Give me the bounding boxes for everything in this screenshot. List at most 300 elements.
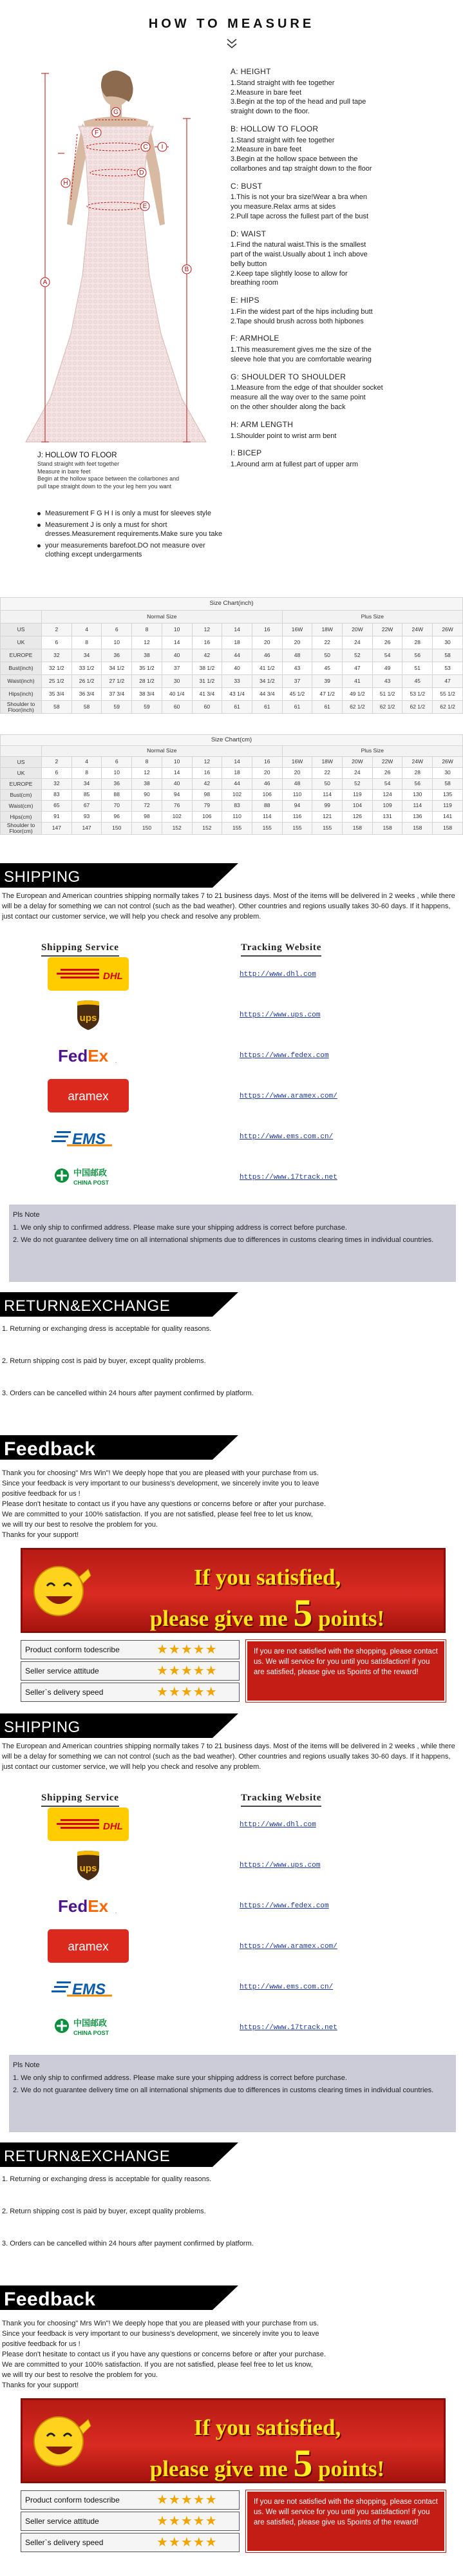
table-cell: 53 1/2: [402, 688, 433, 701]
table-cell: 46: [252, 779, 282, 790]
table-cell: 152: [162, 823, 192, 835]
rating-row: [21, 1683, 240, 1702]
section-title: Feedback: [4, 1438, 96, 1460]
row-header: EUROPE: [1, 649, 42, 662]
instruction-line: you measure.Relax arms at sides: [231, 203, 336, 211]
banner-line2a: please give me: [149, 2456, 294, 2482]
table-cell: 43: [282, 662, 312, 675]
rating-stars-icon: ★★★★★: [156, 1664, 218, 1678]
table-cell: 98: [192, 790, 222, 801]
carrier-logo-text: ups: [79, 1863, 97, 1874]
tracking-link[interactable]: https://www.fedex.com: [240, 1052, 329, 1060]
rating-stars-icon: ★★★★★: [156, 1643, 218, 1657]
carrier-logo-text: aramex: [68, 1940, 109, 1954]
hollow-caption-line: pull tape straight down to the your leg hem you want: [37, 483, 172, 490]
instruction-line: 2.Tape should brush across both hipbones: [231, 317, 364, 325]
table-row: [1, 823, 463, 835]
table-cell: 47: [343, 662, 373, 675]
instruction-heading: B: HOLLOW TO FLOOR: [231, 124, 319, 133]
table-cell: 83: [42, 790, 72, 801]
table-cell: 6: [42, 636, 72, 649]
row-header: EUROPE: [1, 779, 42, 790]
table-cell: 44 3/4: [252, 688, 282, 701]
section-header-shipping: [0, 863, 463, 888]
feedback-line: Since your feedback is very important to our business's development, we sincerely invite you to leave: [2, 1480, 319, 1487]
instruction-block: [231, 334, 456, 364]
table-cell: 58: [433, 779, 463, 790]
table-cell: 32 1/2: [42, 662, 72, 675]
feedback-line: Please don't hesitate to contact us if you have any questions or concerns before or after your purchase.: [2, 2351, 326, 2358]
table-cell: 36: [102, 779, 132, 790]
table-cell: 152: [192, 823, 222, 835]
row-header: US: [1, 757, 42, 768]
banner-five: 5: [293, 1592, 313, 1633]
banner-line2: [93, 1590, 441, 1633]
instruction-heading: I: BICEP: [231, 448, 262, 458]
table-cell: 28 1/2: [132, 675, 162, 688]
size-chart-cm: [0, 734, 463, 835]
table-cell: 16W: [282, 624, 312, 636]
table-cell: 40: [162, 779, 192, 790]
table-cell: 94: [162, 790, 192, 801]
table-cell: 32: [42, 649, 72, 662]
table-cell: 85: [71, 790, 102, 801]
table-cell: 119: [433, 801, 463, 812]
rating-row: [21, 1640, 240, 1659]
rating-panel: [21, 1640, 446, 1702]
rating-label: Seller`s delivery speed: [25, 1688, 104, 1697]
tracking-link[interactable]: http://www.dhl.com: [240, 971, 316, 978]
table-cell: 70: [102, 801, 132, 812]
instruction-line: 1.Stand straight with fee together: [231, 136, 335, 144]
tracking-link[interactable]: https://www.fedex.com: [240, 1902, 329, 1910]
table-cell: 147: [42, 823, 72, 835]
table-cell: 56: [402, 649, 433, 662]
table-cell: 114: [402, 801, 433, 812]
table-cell: 12: [192, 624, 222, 636]
instruction-line: collarbones and tap straight down to the floor: [231, 164, 372, 173]
table-cell: 26 1/2: [71, 675, 102, 688]
table-cell: 155: [282, 823, 312, 835]
table-cell: 34 1/2: [102, 662, 132, 675]
table-cell: 42: [192, 649, 222, 662]
table-cell: 62 1/2: [402, 701, 433, 714]
row-header: Shoulder to Floor(inch): [1, 701, 42, 714]
instruction-line: 3.Begin at the hollow space between the: [231, 155, 358, 164]
feedback-line: Since your feedback is very important to our business's development, we sincerely invite you to leave: [2, 2330, 319, 2338]
col-header-service: Shipping Service: [41, 942, 119, 957]
table-cell: 41 3/4: [192, 688, 222, 701]
figure-label-c: C: [143, 144, 148, 151]
table-cell: 45: [312, 662, 343, 675]
table-cell: 110: [222, 812, 252, 823]
tracking-link[interactable]: https://www.17track.net: [240, 2024, 337, 2032]
feedback-line: Thanks for your support!: [2, 2381, 79, 2389]
section-header-feedback: [0, 1435, 463, 1460]
row-header: UK: [1, 768, 42, 779]
instruction-heading: G: SHOULDER TO SHOULDER: [231, 372, 346, 381]
figure-label-e: E: [142, 203, 147, 210]
table-cell: 33: [222, 675, 252, 688]
svg-text:.: .: [115, 1909, 117, 1914]
row-header: US: [1, 624, 42, 636]
figure-label-a: A: [43, 279, 48, 286]
table-row: [1, 675, 463, 688]
tracking-link[interactable]: https://www.ups.com: [240, 1011, 321, 1019]
carrier-logo-text: DHL: [103, 971, 123, 982]
table-cell: 6: [42, 768, 72, 779]
table-cell: 8: [132, 624, 162, 636]
instruction-line: belly button: [231, 260, 267, 268]
section-header-returns: [0, 2142, 463, 2167]
note-line: 1. We only ship to confirmed address. Please make sure your shipping address is correct before purchase.: [13, 2074, 347, 2082]
table-cell: 16: [192, 636, 222, 649]
table-cell: 12: [132, 768, 162, 779]
table-row: [1, 701, 463, 714]
instruction-line: straight down to the floor.: [231, 108, 310, 116]
table-cell: 102: [222, 790, 252, 801]
table-cell: 16: [192, 768, 222, 779]
table-cell: 8: [71, 768, 102, 779]
feedback-banner: [21, 2398, 446, 2483]
tracking-link[interactable]: https://www.aramex.com/: [240, 1943, 337, 1951]
table-cell: 58: [71, 701, 102, 714]
table-cell: 42: [192, 779, 222, 790]
table-cell: 26W: [433, 757, 463, 768]
tracking-link[interactable]: http://www.ems.com.cn/: [240, 1133, 334, 1141]
table-cell: 158: [343, 823, 373, 835]
table-cell: 14: [162, 768, 192, 779]
table-row: [1, 768, 463, 779]
instruction-block: [231, 420, 456, 441]
table-row: [1, 688, 463, 701]
table-cell: 8: [71, 636, 102, 649]
instruction-block: [231, 67, 456, 117]
table-cell: 155: [252, 823, 282, 835]
table-cell: 41: [343, 675, 373, 688]
carrier-logo-ems: [48, 1970, 129, 2003]
shipping-description: The European and American countries shipping normally takes 7 to 21 business days. Most of the items will be delivered in 2 weeks , while there will be a delay for something we can not control (such as the bad weather). Other countries and regions usually takes 30-60 days. If it happens, just contact our customer service, we will help you check and resolve any problem.: [2, 1742, 455, 1771]
table-cell: 54: [372, 649, 402, 662]
size-chart-caption: Size Chart(cm): [1, 735, 463, 746]
feedback-banner: [21, 1548, 446, 1633]
table-row: [1, 812, 463, 823]
table-cell: 43 1/4: [222, 688, 252, 701]
table-cell: 56: [402, 779, 433, 790]
table-cell: 116: [282, 812, 312, 823]
table-cell: 8: [132, 757, 162, 768]
note-line: 2. We do not guarantee delivery time on all international shipments due to differences in customs clearing times in individual countries.: [13, 2086, 434, 2094]
table-cell: 28: [402, 636, 433, 649]
table-row: [1, 790, 463, 801]
table-cell: 12: [132, 636, 162, 649]
rating-label: Product conform todescribe: [25, 1645, 120, 1654]
table-cell: 18W: [312, 624, 343, 636]
table-cell: 126: [343, 812, 373, 823]
col-header-service: Shipping Service: [41, 1792, 119, 1807]
table-cell: 18: [222, 768, 252, 779]
return-item: 2. Return shipping cost is paid by buyer, except quality problems.: [2, 2208, 206, 2215]
table-row: [1, 662, 463, 675]
carrier-logo-ups: [48, 998, 129, 1031]
table-cell: 46: [252, 649, 282, 662]
instruction-line: 2.Pull tape across the fullest part of the bust: [231, 212, 369, 220]
banner-line1: If you satisfied,: [193, 2415, 341, 2440]
row-header: Waist(cm): [1, 801, 42, 812]
instruction-block: [231, 448, 456, 470]
table-cell: 25 1/2: [42, 675, 72, 688]
instruction-line: sleeve hole that you are comfortable wearing: [231, 355, 372, 363]
table-cell: 90: [132, 790, 162, 801]
section-title: Feedback: [4, 2289, 96, 2310]
instruction-line: 2.Measure in bare feet: [231, 88, 302, 97]
table-cell: 34 1/2: [252, 675, 282, 688]
table-cell: 62 1/2: [433, 701, 463, 714]
instruction-line: measure all the way over to the same point: [231, 394, 366, 402]
table-cell: 24W: [402, 757, 433, 768]
carrier-logo-text: aramex: [68, 1090, 109, 1103]
table-cell: 62 1/2: [343, 701, 373, 714]
smiley-icon: [28, 1558, 92, 1625]
table-cell: 114: [252, 812, 282, 823]
table-cell: 20: [282, 768, 312, 779]
instruction-line: 1.Fin the widest part of the hips including butt: [231, 307, 373, 316]
tracking-link[interactable]: https://www.aramex.com/: [240, 1092, 337, 1100]
tracking-link[interactable]: http://www.ems.com.cn/: [240, 1983, 334, 1991]
rating-label: Seller service attitude: [25, 2517, 99, 2526]
table-row: [1, 636, 463, 649]
table-cell: 50: [312, 779, 343, 790]
table-cell: 98: [132, 812, 162, 823]
figure-label-d: D: [139, 169, 144, 177]
note-line: 2. We do not guarantee delivery time on all international shipments due to differences in customs clearing times in individual countries.: [13, 1236, 434, 1244]
table-cell: 40: [162, 649, 192, 662]
table-cell: 48: [282, 649, 312, 662]
table-cell: 48: [282, 779, 312, 790]
table-cell: 36: [102, 649, 132, 662]
section-title: SHIPPING: [4, 868, 80, 886]
banner-text: [93, 2414, 441, 2483]
table-cell: 62 1/2: [372, 701, 402, 714]
measurement-note: your measurements barefoot.DO not measure over clothing except undergarments: [37, 541, 231, 560]
table-cell: 45 1/2: [282, 688, 312, 701]
instruction-line: 1.Find the natural waist.This is the smallest: [231, 241, 366, 249]
table-cell: 141: [433, 812, 463, 823]
table-cell: 47: [433, 675, 463, 688]
table-cell: 20: [252, 636, 282, 649]
table-cell: 10: [102, 636, 132, 649]
table-cell: 10: [162, 757, 192, 768]
hollow-caption-line: Stand straight with feet together: [37, 460, 120, 467]
instruction-heading: H: ARM LENGTH: [231, 419, 294, 429]
carrier-logo-ups: [48, 1848, 129, 1882]
table-cell: 33 1/2: [71, 662, 102, 675]
table-cell: 114: [312, 790, 343, 801]
table-cell: 18: [222, 636, 252, 649]
table-cell: 50: [312, 649, 343, 662]
return-item: 1. Returning or exchanging dress is acceptable for quality reasons.: [2, 1325, 212, 1333]
table-cell: 52: [343, 779, 373, 790]
carrier-logo-text: 中国邮政: [73, 1169, 108, 1178]
carrier-logo-dhl: [48, 1808, 129, 1841]
feedback-line: We are committed to your 100% satisfaction. If you are not satisfied, please feel free to let us know,: [2, 2361, 313, 2369]
svg-text:CHINA POST: CHINA POST: [73, 1179, 109, 1186]
size-group-header: Normal Size: [42, 611, 283, 624]
measurement-note: Measurement J is only a must for short dresses.Measurement requirements.Make sure you take: [37, 520, 231, 539]
smiley-icon: [28, 2408, 92, 2475]
banner-text: [93, 1564, 441, 1633]
table-cell: 104: [343, 801, 373, 812]
rating-stars-icon: ★★★★★: [156, 2535, 218, 2550]
table-cell: 22W: [372, 757, 402, 768]
table-cell: [1, 611, 42, 624]
table-cell: 34: [71, 779, 102, 790]
table-cell: 20: [282, 636, 312, 649]
table-cell: 14: [162, 636, 192, 649]
shipping-note-box: [9, 2055, 456, 2132]
measure-instructions: [231, 67, 456, 477]
instruction-block: [231, 182, 456, 222]
table-cell: 65: [42, 801, 72, 812]
carrier-logo-text: FedEx: [58, 1896, 109, 1916]
dress-measurement-figure: [0, 57, 232, 456]
table-cell: 44: [222, 779, 252, 790]
section-title: RETURN&EXCHANGE: [4, 1297, 171, 1315]
table-cell: 58: [42, 701, 72, 714]
table-cell: 16: [252, 624, 282, 636]
table-cell: 26: [372, 636, 402, 649]
instruction-line: breathing room: [231, 279, 278, 287]
rating-stars-icon: ★★★★★: [156, 1685, 218, 1699]
table-row: [1, 624, 463, 636]
table-cell: 61: [252, 701, 282, 714]
note-title: Pls Note: [13, 1211, 40, 1219]
instruction-heading: A: HEIGHT: [231, 67, 271, 76]
carrier-logo-china-post: [48, 2010, 129, 2044]
table-cell: 6: [102, 757, 132, 768]
hollow-caption-title: J: HOLLOW TO FLOOR: [37, 452, 117, 459]
table-cell: 26: [372, 768, 402, 779]
table-cell: 150: [132, 823, 162, 835]
note-line: 1. We only ship to confirmed address. Please make sure your shipping address is correct before purchase.: [13, 1223, 347, 1232]
instruction-line: 1.Around arm at fullest part of upper arm: [231, 461, 359, 469]
table-cell: 59: [102, 701, 132, 714]
carrier-logo-text: DHL: [103, 1821, 123, 1832]
table-cell: 93: [71, 812, 102, 823]
table-cell: 38: [132, 649, 162, 662]
table-cell: 26W: [433, 624, 463, 636]
table-cell: 59: [132, 701, 162, 714]
table-cell: 109: [372, 801, 402, 812]
feedback-line: positive feedback for us !: [2, 1490, 80, 1498]
how-to-measure-title: HOW TO MEASURE: [148, 17, 315, 31]
table-cell: 41 1/2: [252, 662, 282, 675]
banner-line2b: points!: [312, 1606, 385, 1632]
tracking-link[interactable]: https://www.17track.net: [240, 1174, 337, 1181]
table-cell: 24: [343, 768, 373, 779]
table-cell: 60: [162, 701, 192, 714]
table-cell: 18W: [312, 757, 343, 768]
table-cell: 150: [102, 823, 132, 835]
table-cell: 47 1/2: [312, 688, 343, 701]
shipping-description: The European and American countries shipping normally takes 7 to 21 business days. Most of the items will be delivered in 2 weeks , while there will be a delay for something we can not control (such as the bad weather). Other countries and regions usually takes 30-60 days. If it happens, just contact our customer service, we will help you check and resolve any problem.: [2, 892, 455, 921]
section-header-shipping: [0, 1713, 463, 1738]
table-cell: 38 3/4: [132, 688, 162, 701]
hollow-to-floor-caption: [37, 451, 231, 491]
row-header: Hips(inch): [1, 688, 42, 701]
table-cell: 37: [162, 662, 192, 675]
instruction-heading: C: BUST: [231, 181, 263, 191]
table-cell: 52: [343, 649, 373, 662]
table-cell: 44: [222, 649, 252, 662]
table-cell: 22: [312, 636, 343, 649]
instruction-block: [231, 296, 456, 326]
instruction-line: 1.This is not your bra size!Wear a bra when: [231, 193, 367, 202]
instruction-block: [231, 372, 456, 412]
table-cell: 2: [42, 757, 72, 768]
figure-label-f: F: [94, 129, 99, 137]
instruction-line: part of the waist.Usually about 1 inch above: [231, 251, 368, 259]
table-cell: 30: [162, 675, 192, 688]
table-cell: 60: [192, 701, 222, 714]
table-cell: 136: [402, 812, 433, 823]
instruction-heading: E: HIPS: [231, 296, 260, 305]
carrier-logo-dhl: [48, 957, 129, 991]
col-header-tracking: Tracking Website: [241, 942, 321, 957]
figure-label-b: B: [184, 266, 189, 273]
carrier-logo-fedex: [48, 1889, 129, 1922]
table-cell: 35 1/2: [132, 662, 162, 675]
table-cell: 40: [222, 662, 252, 675]
table-cell: 76: [162, 801, 192, 812]
instruction-line: 2.Measure in bare feet: [231, 146, 302, 154]
row-header: Bust(inch): [1, 662, 42, 675]
table-cell: 91: [42, 812, 72, 823]
table-row: [1, 801, 463, 812]
section-header-feedback: [0, 2285, 463, 2310]
section-header-returns: [0, 1292, 463, 1317]
table-cell: 16: [252, 757, 282, 768]
table-cell: 20: [252, 768, 282, 779]
table-cell: 39: [312, 675, 343, 688]
rating-row: [21, 2512, 240, 2531]
table-cell: 121: [312, 812, 343, 823]
instruction-heading: D: WAIST: [231, 229, 267, 238]
table-cell: 49: [372, 662, 402, 675]
table-cell: 30: [433, 768, 463, 779]
feedback-line: positive feedback for us !: [2, 2340, 80, 2348]
instruction-line: 1.Measure from the edge of that shoulder socket: [231, 384, 383, 392]
instruction-block: [231, 229, 456, 289]
table-cell: 10: [162, 624, 192, 636]
table-cell: 119: [343, 790, 373, 801]
tracking-link[interactable]: https://www.ups.com: [240, 1862, 321, 1869]
table-cell: 32: [42, 779, 72, 790]
tracking-link[interactable]: http://www.dhl.com: [240, 1821, 316, 1829]
instruction-block: [231, 124, 456, 174]
table-cell: 36 3/4: [71, 688, 102, 701]
instruction-line: 1.Stand straight with fee together: [231, 79, 335, 87]
table-cell: 24W: [402, 624, 433, 636]
size-group-header: Plus Size: [282, 611, 462, 624]
return-item: 2. Return shipping cost is paid by buyer, except quality problems.: [2, 1357, 206, 1365]
table-cell: 83: [222, 801, 252, 812]
table-cell: 88: [252, 801, 282, 812]
svg-text:CHINA POST: CHINA POST: [73, 2030, 109, 2036]
hollow-caption-line: Begin at the hollow space between the collarbones and: [37, 475, 180, 482]
table-cell: 22: [312, 768, 343, 779]
table-cell: 131: [372, 812, 402, 823]
